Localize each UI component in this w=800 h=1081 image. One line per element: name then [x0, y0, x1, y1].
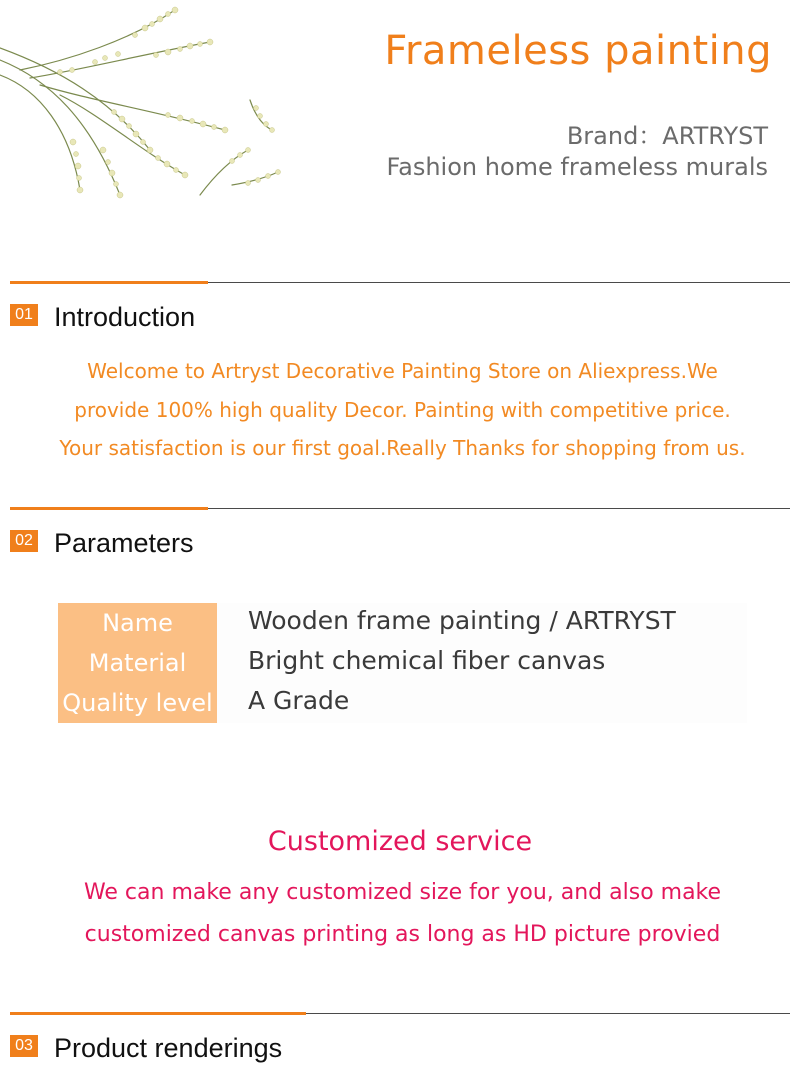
- section-divider: [306, 1013, 790, 1014]
- page-title: Frameless painting: [384, 28, 772, 74]
- section-divider-accent: [10, 281, 208, 284]
- parameter-key: Material: [88, 649, 187, 677]
- introduction-line: Welcome to Artryst Decorative Painting Store on Aliexpress.We: [87, 359, 718, 383]
- parameter-value: A Grade: [248, 686, 350, 715]
- introduction-text: [30, 352, 775, 468]
- section-divider-accent: [10, 1012, 306, 1015]
- custom-service-line: customized canvas printing as long as HD picture provied: [84, 922, 721, 947]
- parameters-value-column: [217, 603, 747, 723]
- section-divider: [208, 508, 790, 509]
- section-number-badge: 03: [10, 1035, 38, 1057]
- section-number-badge: 01: [10, 304, 38, 326]
- custom-service-line: We can make any customized size for you, and also make: [83, 880, 722, 905]
- section-title-parameters: Parameters: [54, 528, 194, 558]
- section-number-badge: 02: [10, 530, 38, 552]
- parameter-key: Name: [102, 609, 173, 637]
- tagline: Fashion home frameless murals: [386, 153, 768, 181]
- introduction-line: provide 100% high quality Decor. Painting with competitive price.: [74, 397, 731, 422]
- parameter-value: Wooden frame painting / ARTRYST: [248, 606, 676, 635]
- flower-branch-icon: [0, 0, 290, 210]
- introduction-line: Your satisfaction is our first goal.Really Thanks for shopping from us.: [59, 436, 746, 460]
- section-divider: [208, 282, 790, 283]
- section-title-introduction: Introduction: [54, 302, 196, 332]
- brand-label: Brand：ARTRYST: [566, 122, 768, 150]
- section-title-product-renderings: Product renderings: [54, 1033, 283, 1063]
- parameters-key-column: [58, 603, 217, 723]
- custom-service-title: Customized service: [267, 826, 533, 857]
- parameter-value: Bright chemical fiber canvas: [248, 646, 606, 675]
- custom-service-text: [30, 872, 775, 956]
- parameter-key: Quality level: [62, 689, 213, 717]
- section-divider-accent: [10, 507, 208, 510]
